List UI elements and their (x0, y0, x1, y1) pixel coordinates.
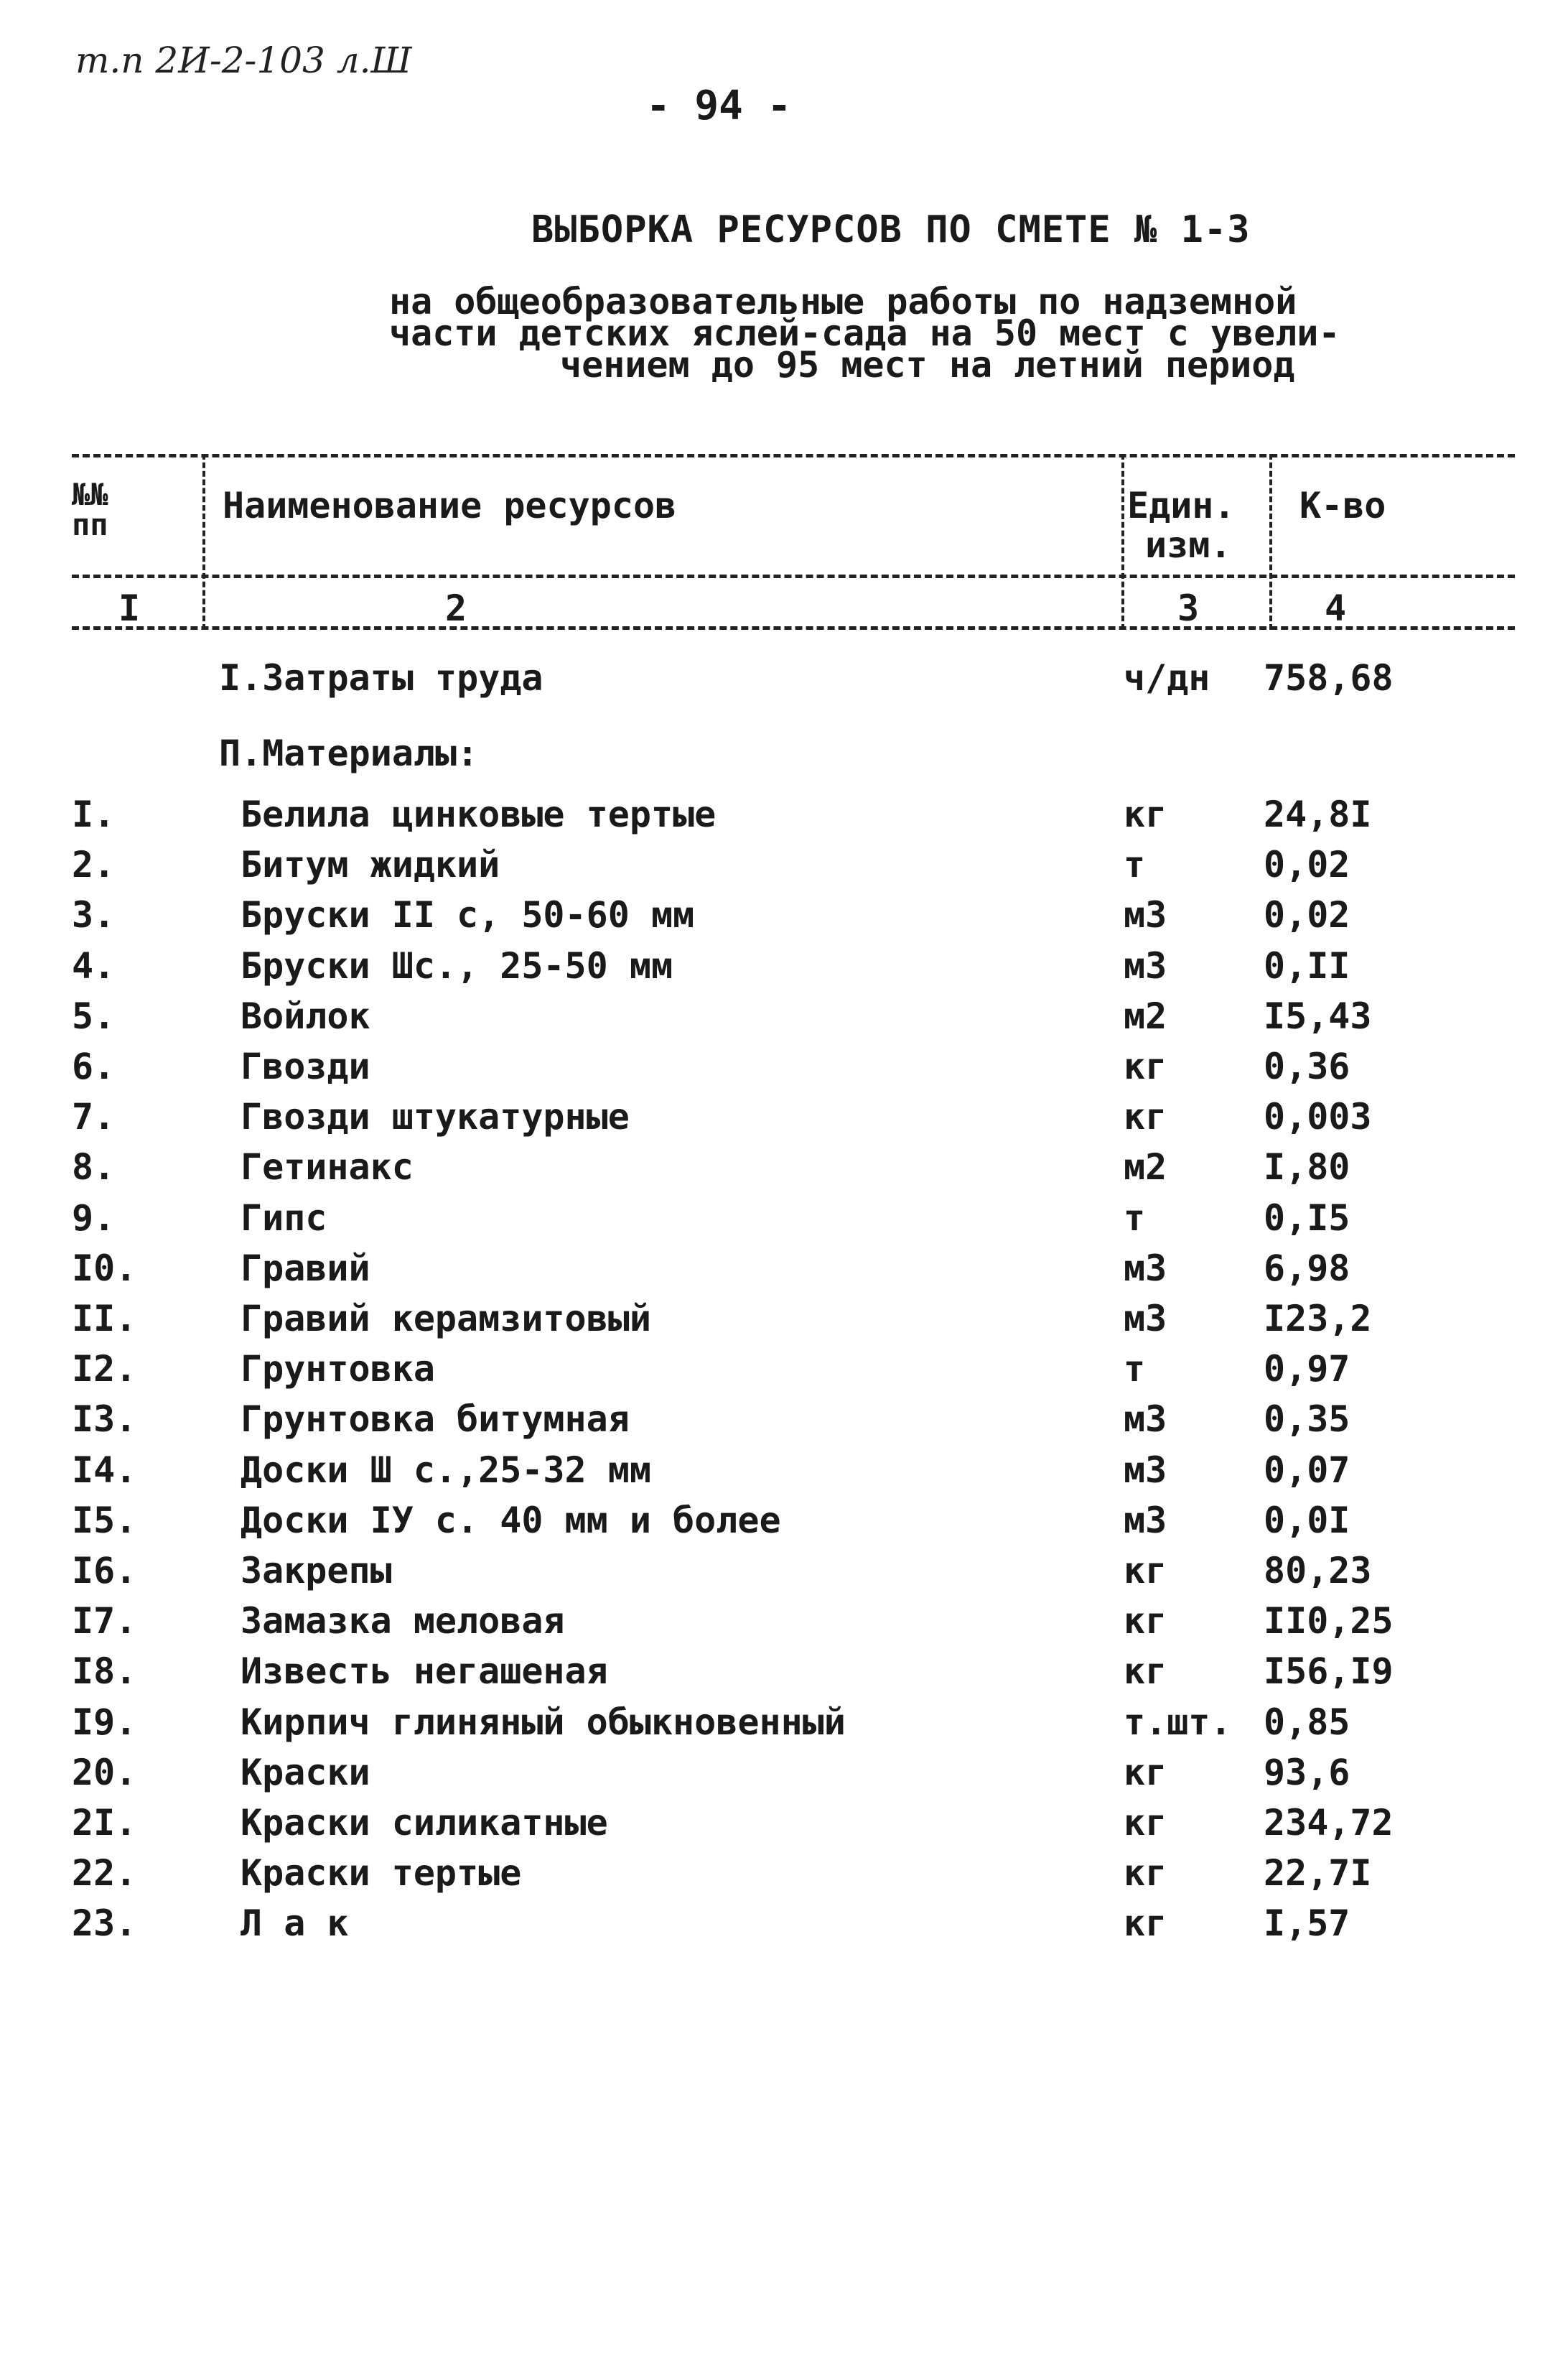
resource-name: Битум жидкий (241, 844, 500, 886)
unit-of-measure: кг (1124, 1752, 1167, 1793)
unit-of-measure: кг (1124, 1550, 1167, 1591)
row-number: 2I. (72, 1802, 137, 1844)
quantity: 80,23 (1264, 1550, 1372, 1591)
table-column-divider-1 (202, 454, 205, 630)
unit-of-measure: т (1124, 844, 1146, 886)
resource-name: Закрепы (241, 1550, 392, 1591)
quantity: 0,02 (1264, 844, 1350, 886)
page-number: - 94 - (646, 83, 792, 129)
row-number: 9. (72, 1197, 116, 1239)
table-column-divider-2 (1121, 454, 1124, 630)
table-row (0, 1902, 1568, 1953)
quantity: 0,97 (1264, 1348, 1350, 1390)
table-row (0, 1852, 1568, 1902)
unit-of-measure: м3 (1124, 1247, 1167, 1289)
resource-name: Бруски II с, 50-60 мм (241, 894, 695, 936)
row-number: I0. (72, 1247, 137, 1289)
column-header-name: Наименование ресурсов (223, 485, 677, 526)
column-header-number: №№ пп (72, 477, 108, 542)
table-row (0, 1348, 1568, 1398)
column-index-3: 3 (1177, 587, 1200, 629)
quantity: 0,85 (1264, 1701, 1350, 1743)
quantity: I,57 (1264, 1902, 1350, 1944)
column-header-unit-2: изм. (1145, 524, 1232, 566)
resource-name: Доски Ш с.,25-32 мм (241, 1449, 651, 1491)
table-row (0, 894, 1568, 944)
resource-name: Гравий керамзитовый (241, 1298, 651, 1339)
unit-of-measure: м3 (1124, 1449, 1167, 1491)
unit-of-measure: кг (1124, 1650, 1167, 1692)
row-number: I6. (72, 1550, 137, 1591)
resource-name: Гипс (241, 1197, 327, 1239)
resource-name: Войлок (241, 995, 370, 1037)
table-row (0, 844, 1568, 894)
row-number: I3. (72, 1398, 137, 1440)
table-row (0, 1096, 1568, 1146)
row-number: 7. (72, 1096, 116, 1138)
table-row (0, 1802, 1568, 1852)
unit-of-measure: кг (1124, 1852, 1167, 1894)
column-index-1: I (118, 587, 141, 629)
table-row (0, 1449, 1568, 1500)
unit-of-measure: м3 (1124, 1298, 1167, 1339)
unit-of-measure: кг (1124, 794, 1167, 835)
table-row (0, 1500, 1568, 1550)
resource-name: Гравий (241, 1247, 370, 1289)
row-number: I. (72, 794, 116, 835)
table-row (0, 1600, 1568, 1650)
document-code: т.п 2И-2-103 л.Ш (75, 39, 412, 81)
page-title: ВЫБОРКА РЕСУРСОВ ПО СМЕТЕ № 1-3 (531, 208, 1251, 251)
row-number: 8. (72, 1146, 116, 1188)
labor-section-label: I.Затраты труда (219, 657, 543, 699)
resource-name: Краски тертые (241, 1852, 522, 1894)
row-number: I7. (72, 1600, 137, 1642)
resource-name: Доски IУ с. 40 мм и более (241, 1500, 781, 1541)
quantity: 0,003 (1264, 1096, 1372, 1138)
table-row (0, 995, 1568, 1046)
row-number: I2. (72, 1348, 137, 1390)
unit-of-measure: кг (1124, 1802, 1167, 1844)
resource-name: Кирпич глиняный обыкновенный (241, 1701, 846, 1743)
quantity: I5,43 (1264, 995, 1372, 1037)
row-number: 23. (72, 1902, 137, 1944)
resource-name: Гетинакс (241, 1146, 414, 1188)
table-row (0, 1046, 1568, 1096)
resource-name: Замазка меловая (241, 1600, 565, 1642)
row-number: 6. (72, 1046, 116, 1087)
subtitle-line-1: на общеобразовательные работы по надземной (389, 281, 1297, 322)
table-row (0, 1298, 1568, 1348)
unit-of-measure: кг (1124, 1046, 1167, 1087)
quantity: 0,07 (1264, 1449, 1350, 1491)
quantity: 6,98 (1264, 1247, 1350, 1289)
quantity: I56,I9 (1264, 1650, 1394, 1692)
resource-name: Грунтовка (241, 1348, 435, 1390)
quantity: II0,25 (1264, 1600, 1394, 1642)
resource-name: Л а к (241, 1902, 349, 1944)
quantity: 0,02 (1264, 894, 1350, 936)
column-index-2: 2 (445, 587, 467, 629)
labor-unit: ч/дн (1124, 657, 1210, 699)
quantity: 22,7I (1264, 1852, 1372, 1894)
labor-quantity: 758,68 (1264, 657, 1394, 699)
table-row (0, 794, 1568, 844)
row-number: 2. (72, 844, 116, 886)
row-number: 5. (72, 995, 116, 1037)
resource-name: Белила цинковые тертые (241, 794, 717, 835)
column-header-quantity: К-во (1299, 485, 1386, 526)
column-index-4: 4 (1325, 587, 1347, 629)
subtitle-line-3: чением до 95 мест на летний период (560, 344, 1295, 386)
unit-of-measure: кг (1124, 1096, 1167, 1138)
resource-name: Известь негашеная (241, 1650, 608, 1692)
quantity: 93,6 (1264, 1752, 1350, 1793)
resource-name: Краски силикатные (241, 1802, 608, 1844)
table-index-rule (72, 626, 1515, 630)
unit-of-measure: кг (1124, 1600, 1167, 1642)
quantity: 0,II (1264, 945, 1350, 987)
quantity: I23,2 (1264, 1298, 1372, 1339)
row-number: I8. (72, 1650, 137, 1692)
row-number: 4. (72, 945, 116, 987)
unit-of-measure: м2 (1124, 1146, 1167, 1188)
table-row (0, 1146, 1568, 1196)
table-row (0, 1701, 1568, 1752)
quantity: 24,8I (1264, 794, 1372, 835)
row-number: 3. (72, 894, 116, 936)
row-number: I9. (72, 1701, 137, 1743)
quantity: 0,36 (1264, 1046, 1350, 1087)
column-header-unit-1: Един. (1127, 485, 1236, 526)
table-row (0, 945, 1568, 995)
table-row (0, 1550, 1568, 1600)
table-row (0, 1398, 1568, 1449)
unit-of-measure: м3 (1124, 1398, 1167, 1440)
resource-name: Гвозди (241, 1046, 370, 1087)
table-row (0, 1197, 1568, 1247)
subtitle-line-2: части детских яслей-сада на 50 мест с увели- (389, 312, 1340, 354)
unit-of-measure: т (1124, 1348, 1146, 1390)
table-row (0, 1247, 1568, 1298)
unit-of-measure: т.шт. (1124, 1701, 1232, 1743)
unit-of-measure: кг (1124, 1902, 1167, 1944)
unit-of-measure: м2 (1124, 995, 1167, 1037)
table-row (0, 1650, 1568, 1701)
materials-section-label: П.Материалы: (219, 733, 479, 774)
quantity: 0,I5 (1264, 1197, 1350, 1239)
row-number: II. (72, 1298, 137, 1339)
row-number: 20. (72, 1752, 137, 1793)
unit-of-measure: м3 (1124, 1500, 1167, 1541)
row-number: I5. (72, 1500, 137, 1541)
row-number: I4. (72, 1449, 137, 1491)
table-top-rule (72, 454, 1515, 457)
quantity: 234,72 (1264, 1802, 1394, 1844)
quantity: 0,35 (1264, 1398, 1350, 1440)
unit-of-measure: м3 (1124, 945, 1167, 987)
resource-name: Грунтовка битумная (241, 1398, 630, 1440)
table-header-rule (72, 575, 1515, 578)
table-row (0, 1752, 1568, 1802)
resource-name: Гвозди штукатурные (241, 1096, 630, 1138)
resource-name: Бруски Шс., 25-50 мм (241, 945, 673, 987)
quantity: I,80 (1264, 1146, 1350, 1188)
quantity: 0,0I (1264, 1500, 1350, 1541)
unit-of-measure: т (1124, 1197, 1146, 1239)
row-number: 22. (72, 1852, 137, 1894)
unit-of-measure: м3 (1124, 894, 1167, 936)
resource-name: Краски (241, 1752, 370, 1793)
table-column-divider-3 (1269, 454, 1272, 630)
